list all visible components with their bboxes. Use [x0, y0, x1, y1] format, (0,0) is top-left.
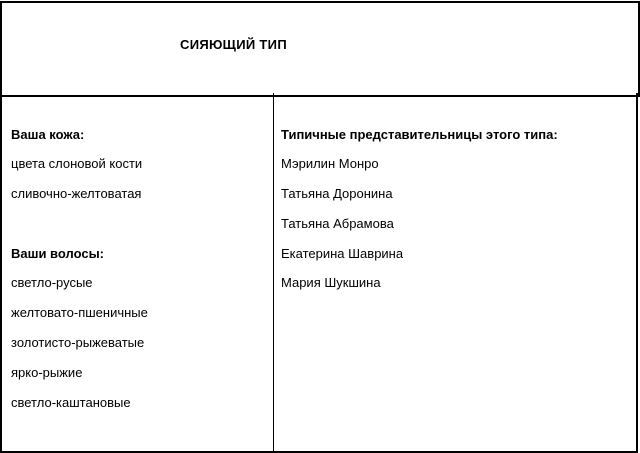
skin-item: сливочно-желтоватая [11, 186, 142, 201]
representative-item: Екатерина Шаврина [281, 246, 404, 261]
hair-item: желтовато-пшеничные [11, 305, 148, 320]
page-title: СИЯЮЩИЙ ТИП [180, 37, 287, 52]
left-cell [0, 93, 274, 453]
hair-item: золотисто-рыжеватые [11, 335, 145, 350]
right-cell [272, 93, 638, 453]
skin-item: цвета слоновой кости [11, 156, 143, 171]
representative-item: Татьяна Абрамова [281, 216, 394, 231]
hair-heading: Ваши волосы: [11, 246, 105, 261]
hair-item: ярко-рыжие [11, 365, 83, 380]
header-cell [0, 1, 640, 97]
skin-heading: Ваша кожа: [11, 127, 85, 142]
representative-item: Мария Шукшина [281, 275, 381, 290]
representative-item: Мэрилин Монро [281, 156, 379, 171]
hair-item: светло-каштановые [11, 395, 131, 410]
representatives-heading: Типичные представительницы этого типа: [281, 127, 558, 142]
hair-item: светло-русые [11, 275, 93, 290]
representative-item: Татьяна Доронина [281, 186, 393, 201]
